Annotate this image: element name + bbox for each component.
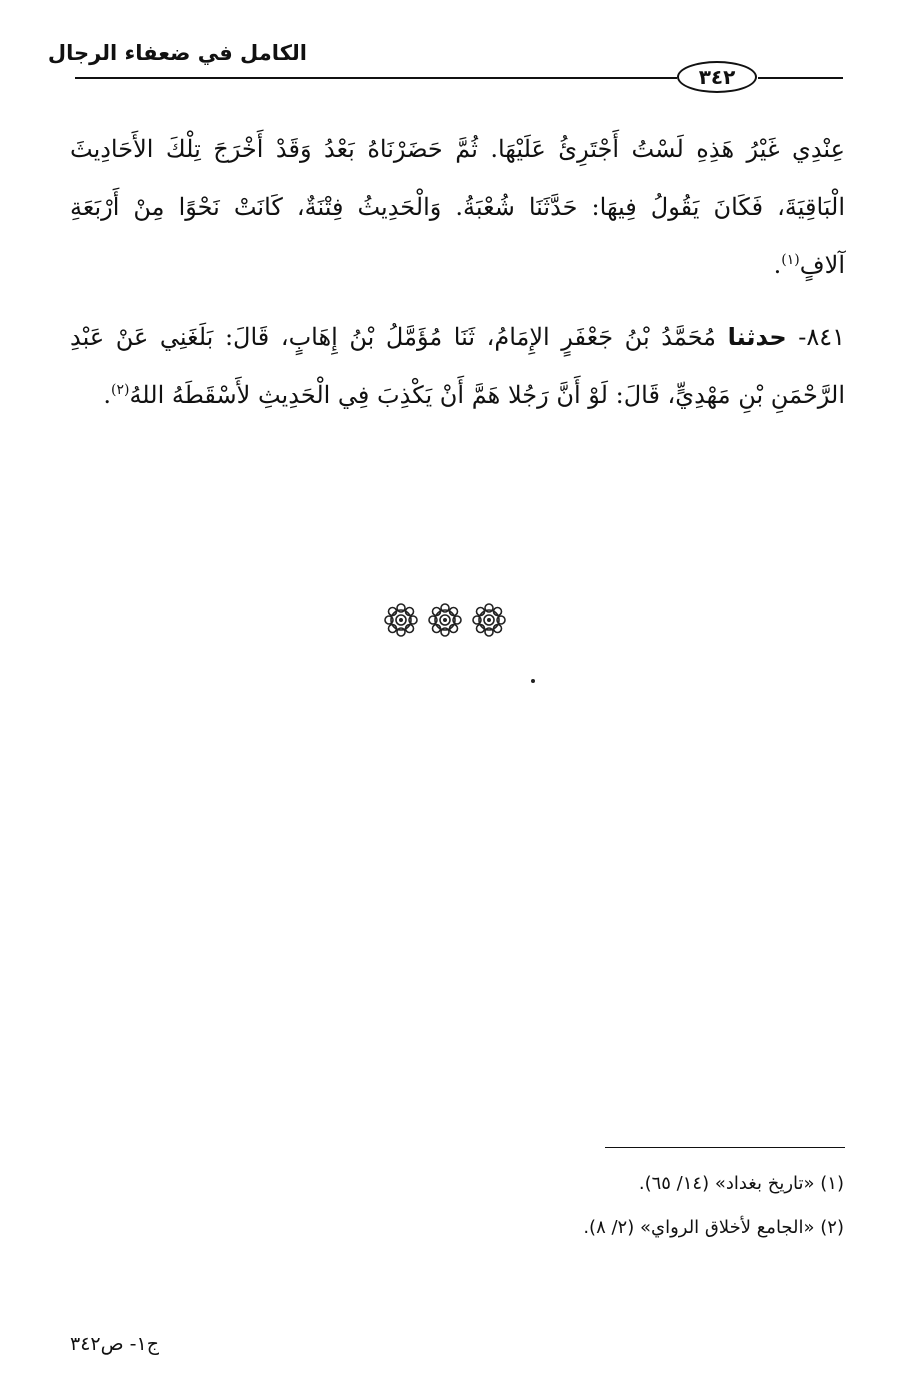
section-divider — [383, 600, 507, 640]
page-reference: ج١- ص٣٤٢ — [70, 1333, 159, 1355]
stray-mark — [531, 679, 535, 683]
rosette-ornament-icon — [471, 602, 507, 638]
paragraph-text: عِنْدِي غَيْرُ هَذِهِ لَسْتُ أَجْتَرِئُ عَلَيْهَا. ثُمَّ حَضَرْنَاهُ بَعْدُ وَقَدْ أَخْرَجَ تِلْكَ الأَحَادِيثَ الْبَاقِيَةَ، فَكَانَ يَقُولُ فِيهَا: حَدَّثَنَا شُعْبَةُ. وَالْحَدِيثُ فِتْنَةٌ، كَانَتْ نَحْوًا مِنْ أَرْبَعَةِ آلافٍ — [70, 135, 845, 279]
page-number: ٣٤٢ — [677, 61, 757, 93]
rosette-ornament-icon — [427, 602, 463, 638]
paragraph — [70, 120, 845, 294]
rosette-ornament-icon — [383, 602, 419, 638]
paragraph-end: . — [773, 251, 782, 279]
narrator-keyword: حدثنا — [727, 323, 787, 351]
footnotes — [284, 1162, 844, 1250]
header-rule — [758, 77, 843, 79]
running-title: الكامل في ضعفاء الرجال — [47, 41, 307, 65]
footnote: (٢) «الجامع لأخلاق الرواي» (٢/ ٨). — [583, 1217, 844, 1238]
footnote-reference: (١) — [781, 252, 800, 268]
main-text — [70, 120, 845, 424]
footnote-reference: (٢) — [110, 382, 130, 398]
footnote-separator — [605, 1147, 845, 1148]
paragraph-end: . — [103, 381, 111, 409]
header-rule — [75, 77, 677, 79]
hadith-number: ٨٤١- — [798, 323, 845, 351]
footnote: (١) «تاريخ بغداد» (١٤/ ٦٥). — [638, 1173, 844, 1194]
paragraph-text: مُحَمَّدُ بْنُ جَعْفَرٍ الإِمَامُ، ثَنَا مُؤَمَّلُ بْنُ إِهَابٍ، قَالَ: بَلَغَنِي عَنْ عَبْدِ الرَّحْمَنِ بْنِ مَهْدِيٍّ، قَالَ: لَوْ أَنَّ رَجُلا هَمَّ أَنْ يَكْذِبَ فِي الْحَدِيثِ لأَسْقَطَهُ اللهُ — [70, 323, 845, 409]
hadith-paragraph — [70, 308, 845, 424]
